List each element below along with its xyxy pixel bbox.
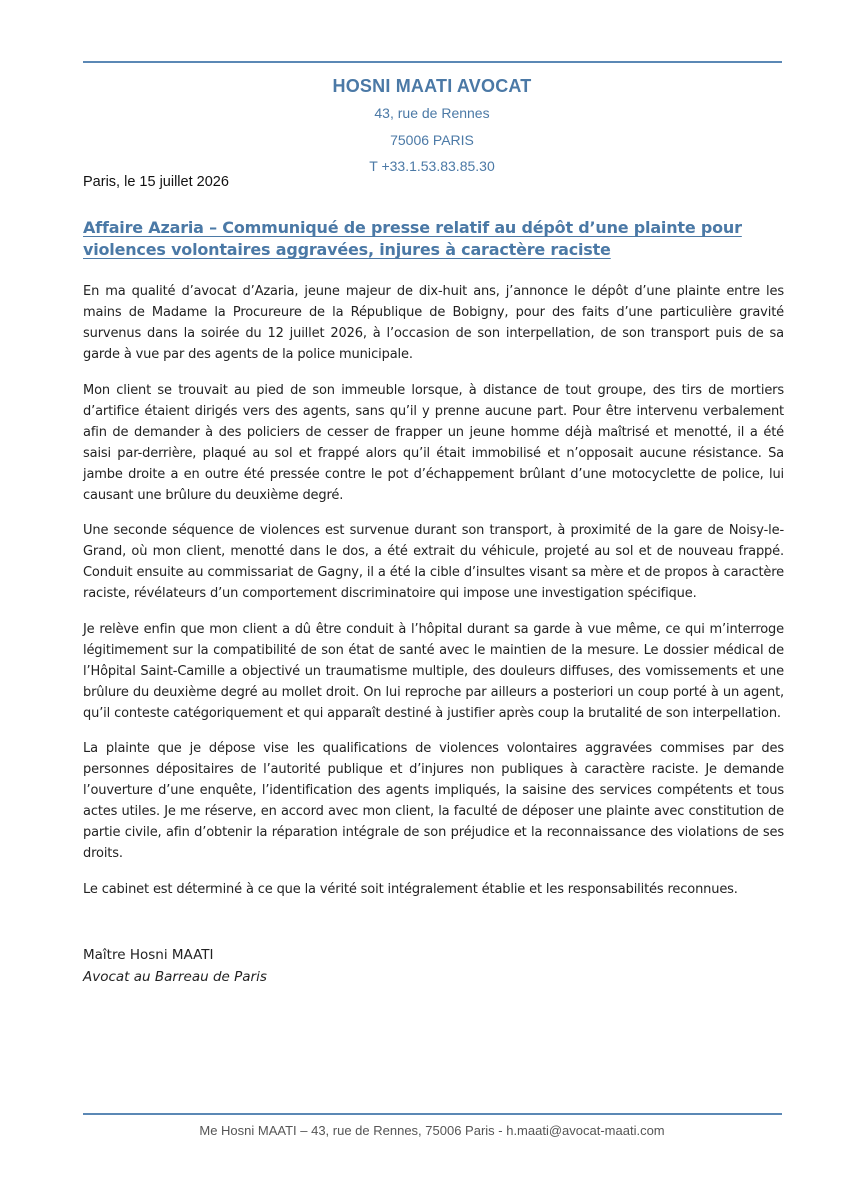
signature-name: Maître Hosni MAATI: [83, 947, 214, 963]
body-paragraph: Mon client se trouvait au pied de son immeuble lorsque, à distance de tout groupe, des tirs de mortiers d’artifice étaient dirigés vers des agents, sans qu’il y prenne aucune part. Pour être intervenu verbalement afin de demander à des policiers de cesser de frapper un jeune homme déjà maîtrisé et menotté, il a été saisi par-derrière, plaqué au sol et frappé alors qu’il était immobilisé et n’opposait aucune résistance. Sa jambe droite a en outre été pressée contre le pot d’échappement brûlant d’une motocyclette de police, lui causant une brûlure du deuxième degré.: [83, 382, 784, 503]
body-paragraph: Je relève enfin que mon client a dû être conduit à l’hôpital durant sa garde à vue même, ce qui m’interroge légitimement sur la compatibilité de son état de santé avec le maintien de la mesure. Le dossier médical de l’Hôpital Saint-Camille a objectivé un traumatisme multiple, des douleurs diffuses, des vomissements et une brûlure du deuxième degré au mollet droit. On lui reproche par ailleurs a posteriori un coup porté à un agent, qu’il conteste catégoriquement et qui apparaît destiné à justifier après coup la brutalité de son interpellation.: [83, 621, 784, 721]
body-paragraph: Le cabinet est déterminé à ce que la vérité soit intégralement établie et les responsabilités reconnues.: [83, 881, 738, 897]
signature-block: [83, 944, 267, 988]
firm-name: HOSNI MAATI AVOCAT: [332, 76, 532, 96]
footer-divider: [83, 1113, 782, 1115]
document-body: [83, 281, 784, 914]
body-paragraph: La plainte que je dépose vise les qualifications de violences volontaires aggravées commises par des personnes dépositaires de l’autorité publique et d’injures non publiques à caractère raciste. Je demande l’ouverture d’une enquête, l’identification des agents impliqués, la saisine des services compétents et tous actes utiles. Je me réserve, en accord avec mon client, la faculté de déposer une plainte avec constitution de partie civile, afin d’obtenir la réparation intégrale de son préjudice et la reconnaissance des violations de ses droits.: [83, 741, 784, 861]
document-title: Affaire Azaria – Communiqué de presse relatif au dépôt d’une plainte pour violences volontaires aggravées, injures à caractère raciste: [83, 218, 742, 259]
body-paragraph: En ma qualité d’avocat d’Azaria, jeune majeur de dix-huit ans, j’annonce le dépôt d’une plainte entre les mains de Madame la Procureure de la République de Bobigny, pour des faits d’une particulière gravité survenus dans la soirée du 12 juillet 2026, à l’occasion de son interpellation, de son transport puis de sa garde à vue par des agents de la police municipale.: [83, 284, 784, 362]
signature-role: Avocat au Barreau de Paris: [83, 969, 267, 985]
footer-contact: Me Hosni MAATI – 43, rue de Rennes, 75006 Paris - h.maati@avocat-maati.com: [199, 1123, 665, 1138]
address-city: 75006 PARIS: [390, 132, 474, 148]
date-line: Paris, le 15 juillet 2026: [83, 174, 229, 190]
header-divider: [83, 61, 782, 63]
body-paragraph: Une seconde séquence de violences est survenue durant son transport, à proximité de la gare de Noisy-le-Grand, où mon client, menotté dans le dos, a été extrait du véhicule, projeté au sol et de nouveau frappé. Conduit ensuite au commissariat de Gagny, il a été la cible d’insultes visant sa mère et de propos à caractère raciste, révélateurs d’un comportement discriminatoire qui impose une investigation spécifique.: [83, 523, 784, 601]
address-street: 43, rue de Rennes: [374, 105, 490, 121]
phone-number: T +33.1.53.83.85.30: [369, 158, 495, 174]
